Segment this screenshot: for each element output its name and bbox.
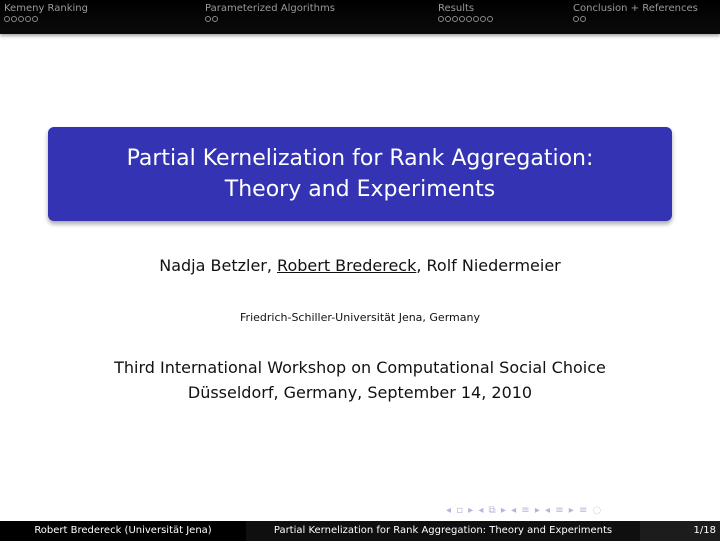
nav-section-kemeny-ranking[interactable] <box>4 3 88 22</box>
subsection-dot[interactable] <box>487 16 493 22</box>
subsection-dot[interactable] <box>473 16 479 22</box>
nav-section-results[interactable] <box>438 3 493 22</box>
nav-section-conclusion-references[interactable] <box>573 3 698 22</box>
nav-subsection-dots <box>4 16 88 22</box>
subsection-dot[interactable] <box>4 16 10 22</box>
nav-subsection-dots <box>438 16 493 22</box>
footer-author: Robert Bredereck (Universität Jena) <box>0 521 246 541</box>
nav-section-label[interactable]: Kemeny Ranking <box>4 3 88 14</box>
nav-subsection-dots <box>573 16 698 22</box>
subsection-dot[interactable] <box>580 16 586 22</box>
slide-title-line-1: Partial Kernelization for Rank Aggregation: <box>126 146 594 171</box>
subsection-dot[interactable] <box>480 16 486 22</box>
subsection-dot[interactable] <box>445 16 451 22</box>
affiliation: Friedrich-Schiller-Universität Jena, Germany <box>240 311 480 324</box>
event-info <box>0 355 720 405</box>
subsection-dot[interactable] <box>573 16 579 22</box>
subsection-dot[interactable] <box>18 16 24 22</box>
subsection-dot[interactable] <box>205 16 211 22</box>
subsection-dot[interactable] <box>25 16 31 22</box>
footer-title: Partial Kernelization for Rank Aggregation: Theory and Experiments <box>246 521 640 541</box>
subsection-dot[interactable] <box>452 16 458 22</box>
subsection-dot[interactable] <box>466 16 472 22</box>
subsection-dot[interactable] <box>212 16 218 22</box>
nav-section-label[interactable]: Results <box>438 3 475 14</box>
top-navigation-bar <box>0 0 720 34</box>
footer-bar <box>0 521 720 541</box>
footer-page-number: 1/18 <box>640 521 720 541</box>
subsection-dot[interactable] <box>438 16 444 22</box>
subsection-dot[interactable] <box>11 16 17 22</box>
author-separator: , <box>416 256 427 275</box>
nav-subsection-dots <box>205 16 335 22</box>
author-list <box>0 256 720 275</box>
author-name: Rolf Niedermeier <box>426 256 561 275</box>
beamer-navigation-icons[interactable]: ◂ ▫ ▸ ◂ ⧉ ▸ ◂ ≡ ▸ ◂ ≡ ▸ ≡ ◌ <box>446 505 603 516</box>
nav-section-parameterized-algorithms[interactable] <box>205 3 335 22</box>
author-name: Nadja Betzler <box>159 256 267 275</box>
author-separator: , <box>266 256 278 275</box>
event-location-date: Düsseldorf, Germany, September 14, 2010 <box>187 383 533 402</box>
title-block <box>48 127 672 221</box>
presenter-name: Robert Bredereck <box>277 256 417 275</box>
subsection-dot[interactable] <box>32 16 38 22</box>
nav-section-label[interactable]: Conclusion + References <box>573 3 698 14</box>
event-name: Third International Workshop on Computational Social Choice <box>114 358 606 377</box>
nav-section-label[interactable]: Parameterized Algorithms <box>205 3 335 14</box>
subsection-dot[interactable] <box>459 16 465 22</box>
slide-title-line-2: Theory and Experiments <box>224 177 496 202</box>
